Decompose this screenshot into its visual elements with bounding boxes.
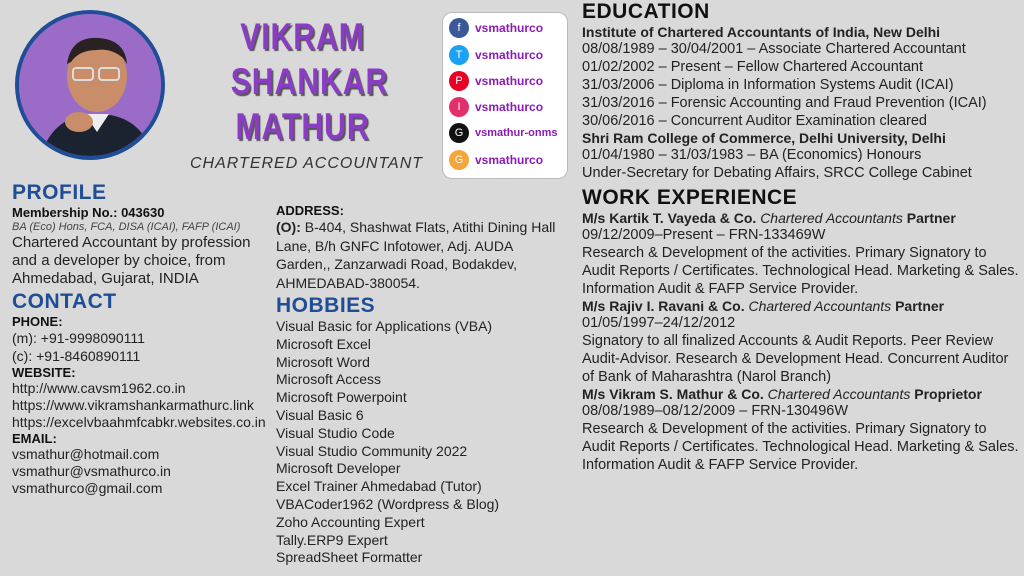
social-label: vsmathurco (475, 48, 544, 62)
job-dates: 01/05/1997–24/12/2012 (582, 315, 736, 331)
institution-name: Institute of Chartered Accountants of India, New Delhi (582, 24, 941, 40)
hobby-item: Visual Basic for Applications (VBA) (276, 318, 493, 334)
email-link[interactable]: vsmathur@vsmathurco.in (12, 463, 171, 479)
phone-label: PHONE: (12, 314, 63, 329)
job-heading (582, 298, 1022, 314)
email-link[interactable]: vsmathurco@gmail.com (12, 480, 163, 496)
social-github[interactable] (449, 121, 558, 145)
social-label: vsmathurco (475, 153, 544, 167)
work-heading: WORK EXPERIENCE (582, 186, 798, 209)
address-label: ADDRESS: (276, 203, 344, 218)
education-item: 08/08/1989 – 30/04/2001 – Associate Chartered Accountant (582, 41, 966, 57)
firm-name: M/s Vikram S. Mathur & Co. (582, 386, 764, 402)
contact-heading: CONTACT (12, 290, 117, 313)
middle-column (276, 203, 561, 567)
hobby-item: Tally.ERP9 Expert (276, 531, 388, 548)
education-item: 31/03/2006 – Diploma in Information Systems Audit (ICAI) (582, 77, 954, 93)
social-label: vsmathurco (475, 74, 544, 88)
job-heading (582, 386, 1022, 402)
education-item: Under-Secretary for Debating Affairs, SRCC College Cabinet (582, 165, 972, 181)
job-description: Research & Development of the activities. Primary Signatory to Audit Reports / Certificates. Technological Head. Marketing & Sales. Information Audit & FAFP Service Provider. (582, 421, 1019, 473)
qualifications: BA (Eco) Hons, FCA, DISA (ICAI), FAFP (ICAI) (12, 221, 241, 233)
education-item: 01/04/1980 – 31/03/1983 – BA (Economics) Honours (582, 147, 922, 163)
social-twitter[interactable] (449, 43, 543, 67)
institution-items (582, 146, 1022, 182)
job-description: Signatory to all finalized Accounts & Audit Reports. Peer Review Audit-Advisor. Research & Development Head. Concurrent Auditor of Bank of Maharashtra (Narol Branch) (582, 333, 1009, 385)
firm-name: M/s Rajiv I. Ravani & Co. (582, 298, 745, 314)
facebook-icon: f (449, 18, 469, 38)
pinterest-icon: P (449, 71, 469, 91)
social-label: vsmathurco (475, 100, 544, 114)
hobby-item: Microsoft Word (276, 353, 370, 370)
firm-type: Chartered Accountants (748, 298, 892, 314)
profile-photo (15, 10, 165, 160)
gmail-icon: G (449, 150, 469, 170)
hobby-item: Microsoft Access (276, 371, 382, 388)
person-name (230, 14, 389, 149)
twitter-icon: T (449, 45, 469, 65)
instagram-icon: I (449, 97, 469, 117)
firm-type: Chartered Accountants (760, 210, 903, 226)
hobbies-list (276, 318, 561, 567)
person-silhouette-icon (19, 14, 165, 160)
social-label: vsmathur-onms (475, 127, 558, 139)
website-label: WEBSITE: (12, 365, 76, 380)
hobbies-heading: HOBBIES (276, 294, 376, 317)
hobby-item: Visual Studio Community 2022 (276, 442, 468, 459)
institution-items (582, 40, 1022, 130)
hobby-item: Microsoft Powerpoint (276, 389, 407, 406)
job-dates: 09/12/2009–Present – FRN-133469W (582, 227, 826, 243)
address-prefix: (O): (276, 219, 301, 235)
hobby-item: Visual Basic 6 (276, 406, 364, 423)
hobby-item: Excel Trainer Ahmedabad (Tutor) (276, 478, 482, 495)
work-experience-list (582, 210, 1022, 474)
membership-number: Membership No.: 043630 (12, 205, 165, 220)
name-line-2: SHANKAR (230, 61, 389, 102)
name-line-1: VIKRAM (240, 16, 365, 57)
job-description: Research & Development of the activities. Primary Signatory to Audit Reports / Certificates. Technological Head. Marketing & Sales. Information Audit & FAFP Service Provider. (582, 245, 1019, 297)
website-link[interactable]: http://www.cavsm1962.co.in (12, 380, 186, 396)
education-item: 31/03/2016 – Forensic Accounting and Fraud Prevention (ICAI) (582, 95, 987, 111)
hobby-item: Visual Studio Code (276, 424, 395, 441)
github-icon: G (449, 123, 469, 143)
social-gmail[interactable] (449, 148, 543, 172)
address-body: B-404, Shashwat Flats, Atithi Dining Hall Lane, B/h GNFC Infotower, Adj. AUDA Garden,, Zanzarwadi Road, Bodakdev, AHMEDABAD-380054. (276, 219, 556, 291)
social-label: vsmathurco (475, 21, 544, 35)
phone-cell: (c): +91-8460890111 (12, 348, 141, 364)
job-role: Partner (895, 298, 945, 314)
social-links-panel (442, 12, 568, 179)
education-heading: EDUCATION (582, 0, 710, 23)
website-link[interactable]: https://www.vikramshankarmathurc.link (12, 397, 254, 413)
firm-type: Chartered Accountants (767, 386, 911, 402)
email-label: EMAIL: (12, 431, 57, 446)
institution-name: Shri Ram College of Commerce, Delhi University, Delhi (582, 130, 946, 146)
job-dates: 08/08/1989–08/12/2009 – FRN-130496W (582, 403, 849, 419)
profile-summary: Chartered Accountant by profession and a developer by choice, from Ahmedabad, Gujarat, INDIA (12, 234, 251, 287)
hobby-item: Microsoft Excel (276, 335, 371, 352)
right-column (582, 0, 1022, 474)
social-instagram[interactable] (449, 95, 543, 119)
profile-heading: PROFILE (12, 181, 107, 204)
job-heading (582, 210, 1022, 226)
social-facebook[interactable] (449, 16, 543, 40)
social-pinterest[interactable] (449, 69, 543, 93)
job-role: Partner (906, 210, 956, 226)
hobby-item: Microsoft Developer (276, 460, 401, 477)
website-link[interactable]: https://excelvbaahmfcabkr.websites.co.in (12, 414, 266, 430)
education-item: 01/02/2002 – Present – Fellow Chartered Accountant (582, 59, 923, 75)
hobby-item: Zoho Accounting Expert (276, 513, 425, 530)
firm-name: M/s Kartik T. Vayeda & Co. (582, 210, 757, 226)
left-column (12, 181, 267, 497)
education-item: 30/06/2016 – Concurrent Auditor Examination cleared (582, 113, 927, 129)
email-link[interactable]: vsmathur@hotmail.com (12, 446, 160, 462)
phone-mobile: (m): +91-9998090111 (12, 330, 145, 346)
address-text (276, 218, 561, 292)
name-line-3: MATHUR (235, 106, 370, 147)
job-title: CHARTERED ACCOUNTANT (190, 155, 424, 172)
hobby-item: SpreadSheet Formatter (276, 549, 423, 566)
hobby-item: VBACoder1962 (Wordpress & Blog) (276, 495, 500, 512)
job-role: Proprietor (914, 386, 982, 402)
